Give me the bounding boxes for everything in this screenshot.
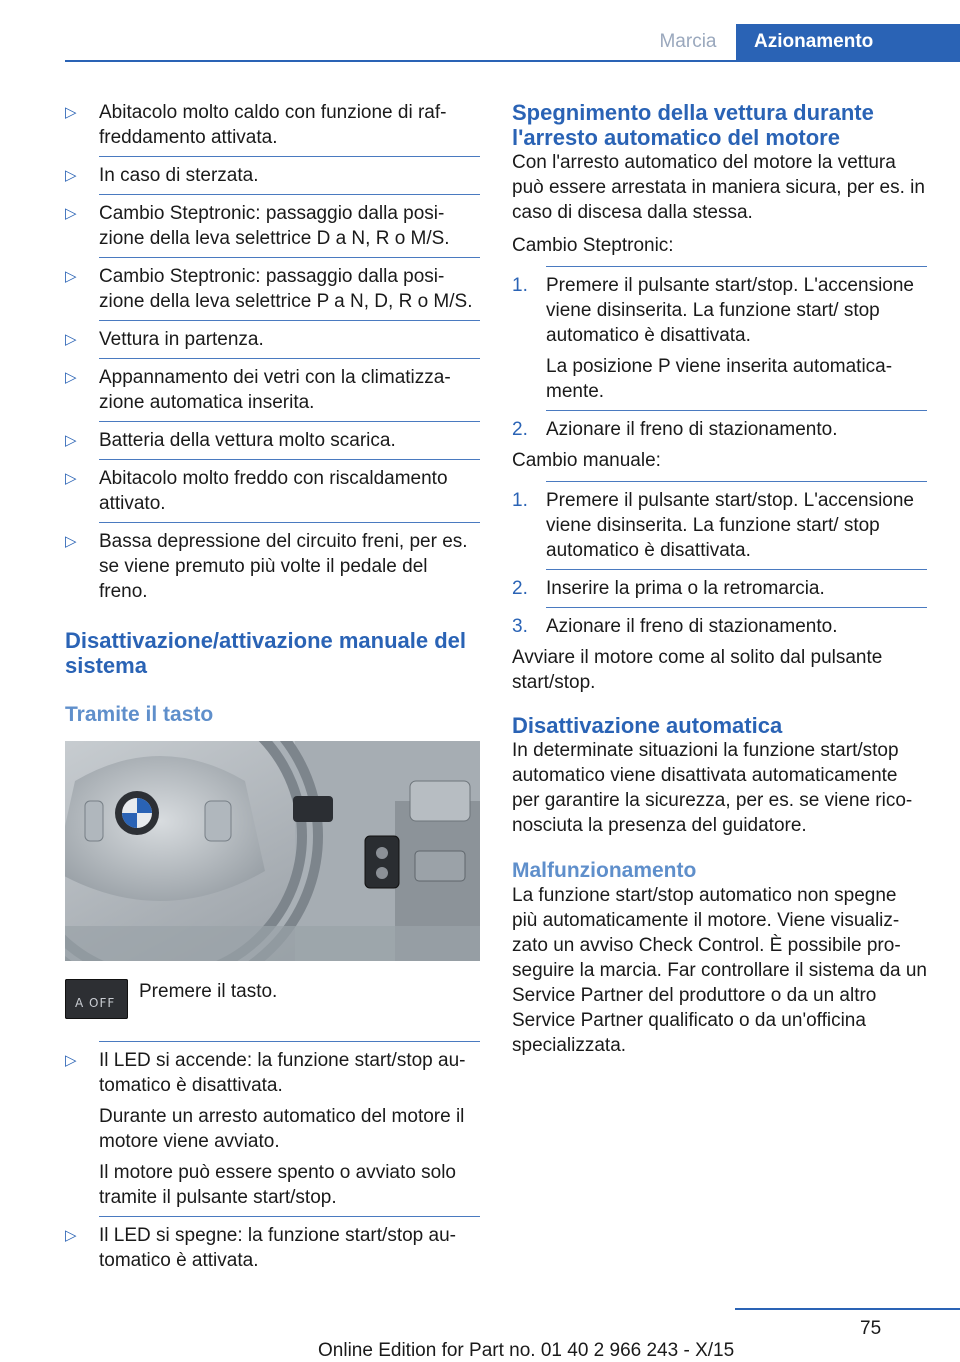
manual-steps xyxy=(512,481,927,639)
list-item: ▷ Abitacolo molto freddo con riscaldamento attivato. xyxy=(65,459,480,516)
triangle-bullet-icon: ▷ xyxy=(65,205,77,222)
page-header xyxy=(0,0,960,64)
triangle-bullet-icon: ▷ xyxy=(65,268,77,285)
list-item: ▷ Appannamento dei vetri con la climatizzazione automatica inserita. xyxy=(65,358,480,415)
auto-off-icon: A OFF xyxy=(75,996,116,1010)
list-item: ▷ Vettura in partenza. xyxy=(65,320,480,352)
led-status-list xyxy=(65,1041,480,1273)
section-heading-shutdown: Spegnimento della vettura durante l'arresto automatico del motore xyxy=(512,100,874,150)
button-instruction-row xyxy=(65,979,480,1019)
list-item: ▷ Bassa depressione del circuito freni, per es. se viene premuto più volte il pedale del freno. xyxy=(65,522,480,604)
triangle-bullet-icon: ▷ xyxy=(65,331,77,348)
list-item: ▷ Cambio Steptronic: passaggio dalla posizione della leva selettrice P a N, D, R o M/S. xyxy=(65,257,480,314)
section-heading-malfunction: Malfunzionamento xyxy=(512,859,697,882)
list-item: ▷ Il LED si spegne: la funzione start/stop automatico è attivata. xyxy=(65,1216,480,1273)
header-rule xyxy=(65,60,960,62)
shutdown-intro: Con l'arresto automatico del motore la vettura può essere arrestata in maniera sicura, per es. in caso di discesa dalla stessa. xyxy=(512,152,925,223)
triangle-bullet-icon: ▷ xyxy=(65,432,77,449)
list-item: ▷ Abitacolo molto caldo con funzione di raffreddamento attivata. xyxy=(65,102,447,148)
list-item: 2. Inserire la prima o la retromarcia. xyxy=(512,569,927,601)
section-heading-manual: Disattivazione/attivazione manuale del sistema xyxy=(65,628,467,678)
steptronic-steps xyxy=(512,266,927,442)
list-item: ▷ Batteria della vettura molto scarica. xyxy=(65,421,480,453)
triangle-bullet-icon: ▷ xyxy=(65,470,77,487)
page-number: 75 xyxy=(860,1318,882,1339)
triangle-bullet-icon: ▷ xyxy=(65,1227,77,1244)
left-column xyxy=(65,100,480,1279)
list-item: ▷ Il LED si accende: la funzione start/stop automatico è disattivata. Durante un arresto automatico del motore il motore viene avviato. Il motore può essere spento o avviato solo tramite il pulsante start/stop. xyxy=(65,1041,480,1210)
malfunction-text: La funzione start/stop automatico non spegne più automaticamente il motore. Viene visualizzato un avviso Check Control. È possibile proseguire la marcia. Far controllare il sistema da un Service Partner del produttore o da un altro Service Partner qualificato o da un'officina specializzata. xyxy=(512,885,928,1056)
press-button-instruction: Premere il tasto. xyxy=(139,981,278,1002)
footer-rule xyxy=(735,1308,960,1310)
triangle-bullet-icon: ▷ xyxy=(65,1052,77,1069)
triangle-bullet-icon: ▷ xyxy=(65,104,77,121)
auto-start-stop-off-button[interactable] xyxy=(65,979,128,1019)
conditions-list xyxy=(65,100,480,604)
chapter-tab-azionamento[interactable]: Azionamento xyxy=(736,24,960,62)
list-item: ▷ In caso di sterzata. xyxy=(65,156,480,188)
list-item: 1. Premere il pulsante start/stop. L'accensione viene disinserita. La funzione start/ stop automatico è disattivata. La posizione P viene inserita automaticamente. xyxy=(512,266,927,404)
triangle-bullet-icon: ▷ xyxy=(65,369,77,386)
triangle-bullet-icon: ▷ xyxy=(65,167,77,184)
list-item: ▷ Cambio Steptronic: passaggio dalla posizione della leva selettrice D a N, R o M/S. xyxy=(65,194,480,251)
list-item: 3. Azionare il freno di stazionamento. xyxy=(512,607,927,639)
section-heading-auto: Disattivazione automatica xyxy=(512,713,783,738)
steering-wheel-illustration xyxy=(65,741,480,961)
restart-text: Avviare il motore come al solito dal pulsante start/stop. xyxy=(512,647,883,693)
steering-wheel-photo xyxy=(65,741,480,961)
subsection-heading-button: Tramite il tasto xyxy=(65,703,214,726)
steptronic-label: Cambio Steptronic: xyxy=(512,235,674,256)
manual-label: Cambio manuale: xyxy=(512,450,661,471)
list-item: 1. Premere il pulsante start/stop. L'accensione viene disinserita. La funzione start/ stop automatico è disattivata. xyxy=(512,481,927,563)
right-column xyxy=(512,100,927,1066)
section-tab-marcia[interactable]: Marcia xyxy=(659,31,717,52)
edition-note: Online Edition for Part no. 01 40 2 966 243 - X/15 xyxy=(318,1340,735,1361)
triangle-bullet-icon: ▷ xyxy=(65,533,77,550)
list-item: 2. Azionare il freno di stazionamento. xyxy=(512,410,927,442)
auto-text: In determinate situazioni la funzione start/stop automatico viene disattivata automaticamente per garantire la sicurezza, per es. se viene riconosciuta la presenza del guidatore. xyxy=(512,740,913,836)
